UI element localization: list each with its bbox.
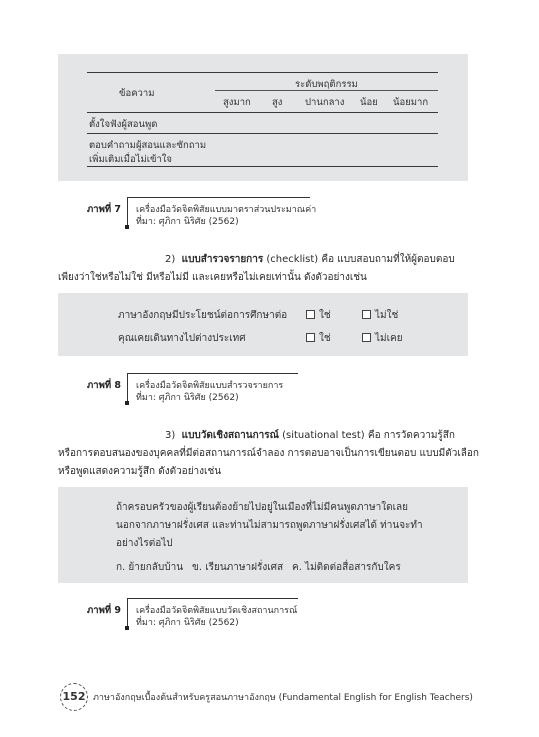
situation-text-line1: ถ้าครอบครัวของผู้เรียนต้องย้ายไปอยู่ในเมืองที่ไม่มีคนพูดภาษาใดเลย: [116, 502, 409, 513]
caption-marker: [125, 225, 129, 229]
checklist-option-no[interactable]: ไม่ใช่: [362, 308, 398, 323]
level-medium: ปานกลาง: [305, 97, 345, 108]
caption-marker: [125, 401, 129, 405]
checklist-option-no[interactable]: ไม่เคย: [362, 331, 403, 346]
figure-7-source: ที่มา: ศุภิกา นิริศัย (2562): [136, 217, 239, 227]
situational-paragraph-line3: หรือพูดแสดงความรู้สึก ดังตัวอย่างเช่น: [58, 466, 222, 477]
page-number: 152: [60, 683, 88, 711]
running-footer: ภาษาอังกฤษเบื้องต้นสำหรับครูสอนภาษาอังกฤษ (Fundamental English for English Teachers): [93, 693, 473, 703]
group-header-rule: [215, 90, 438, 91]
level-high: สูง: [272, 97, 283, 108]
level-low: น้อย: [360, 97, 378, 108]
checklist-option-yes[interactable]: ใช่: [306, 308, 331, 323]
situation-option-b: ข. เรียนภาษาฝรั่งเศส: [192, 562, 284, 573]
figure-8-source: ที่มา: ศุภิกา นิริศัย (2562): [136, 393, 239, 403]
figure-8-label: ภาพที่ 8: [87, 380, 122, 391]
situation-option-c: ค. ไม่ติดต่อสื่อสารกับใคร: [292, 562, 401, 573]
situation-text-line2: นอกจากภาษาฝรั่งเศส และท่านไม่สามารถพูดภาษาฝรั่งเศสได้ ท่านจะทำ: [116, 520, 423, 531]
figure-8-title: เครื่องมือวัดจิตพิสัยแบบสำรวจรายการ: [136, 381, 284, 391]
figure-9-source: ที่มา: ศุภิกา นิริศัย (2562): [136, 618, 239, 628]
caption-marker: [125, 626, 129, 630]
checkbox-icon: [362, 333, 371, 342]
figure-7-title: เครื่องมือวัดจิตพิสัยแบบมาตราส่วนประมาณค่า: [136, 205, 317, 215]
checkbox-icon: [306, 310, 315, 319]
figure-7-label: ภาพที่ 7: [87, 204, 122, 215]
situation-option-a: ก. ย้ายกลับบ้าน: [116, 562, 184, 573]
level-very-low: น้อยมาก: [393, 97, 429, 108]
figure-8-box: [58, 293, 468, 356]
figure-9-title: เครื่องมือวัดจิตพิสัยแบบวัดเชิงสถานการณ์: [136, 606, 298, 616]
group-header: ระดับพฤติกรรม: [295, 79, 358, 90]
table-row: ตอบคำถามผู้สอนและซักถาม: [89, 140, 207, 151]
situational-paragraph-line1: 3) แบบวัดเชิงสถานการณ์ (situational test) คือ การวัดความรู้สึก: [165, 430, 455, 441]
checklist-paragraph-line1: 2) แบบสำรวจรายการ (checklist) คือ แบบสอบถามที่ให้ผู้ตอบตอบ: [165, 254, 455, 265]
checklist-item: ภาษาอังกฤษมีประโยชน์ต่อการศึกษาต่อ: [118, 310, 288, 321]
table-row-continued: เพิ่มเติมเมื่อไม่เข้าใจ: [89, 154, 172, 165]
checklist-paragraph-line2: เพียงว่าใช่หรือไม่ใช่ มีหรือไม่มี และเคยหรือไม่เคยเท่านั้น ดังตัวอย่างเช่น: [58, 272, 367, 283]
column-header-statement: ข้อความ: [119, 88, 155, 99]
situation-text-line3: อย่างไรต่อไป: [116, 538, 173, 549]
figure-9-label: ภาพที่ 9: [87, 605, 122, 616]
checkbox-icon: [306, 333, 315, 342]
table-row: ตั้งใจฟังผู้สอนพูด: [89, 119, 158, 130]
checklist-option-yes[interactable]: ใช่: [306, 331, 331, 346]
level-very-high: สูงมาก: [223, 97, 251, 108]
checklist-item: คุณเคยเดินทางไปต่างประเทศ: [118, 333, 246, 344]
checkbox-icon: [362, 310, 371, 319]
situational-paragraph-line2: หรือการตอบสนองของบุคคลที่มีต่อสถานการณ์จำลอง การตอบอาจเป็นการเขียนตอบ แบบมีตัวเลือก: [58, 448, 479, 459]
